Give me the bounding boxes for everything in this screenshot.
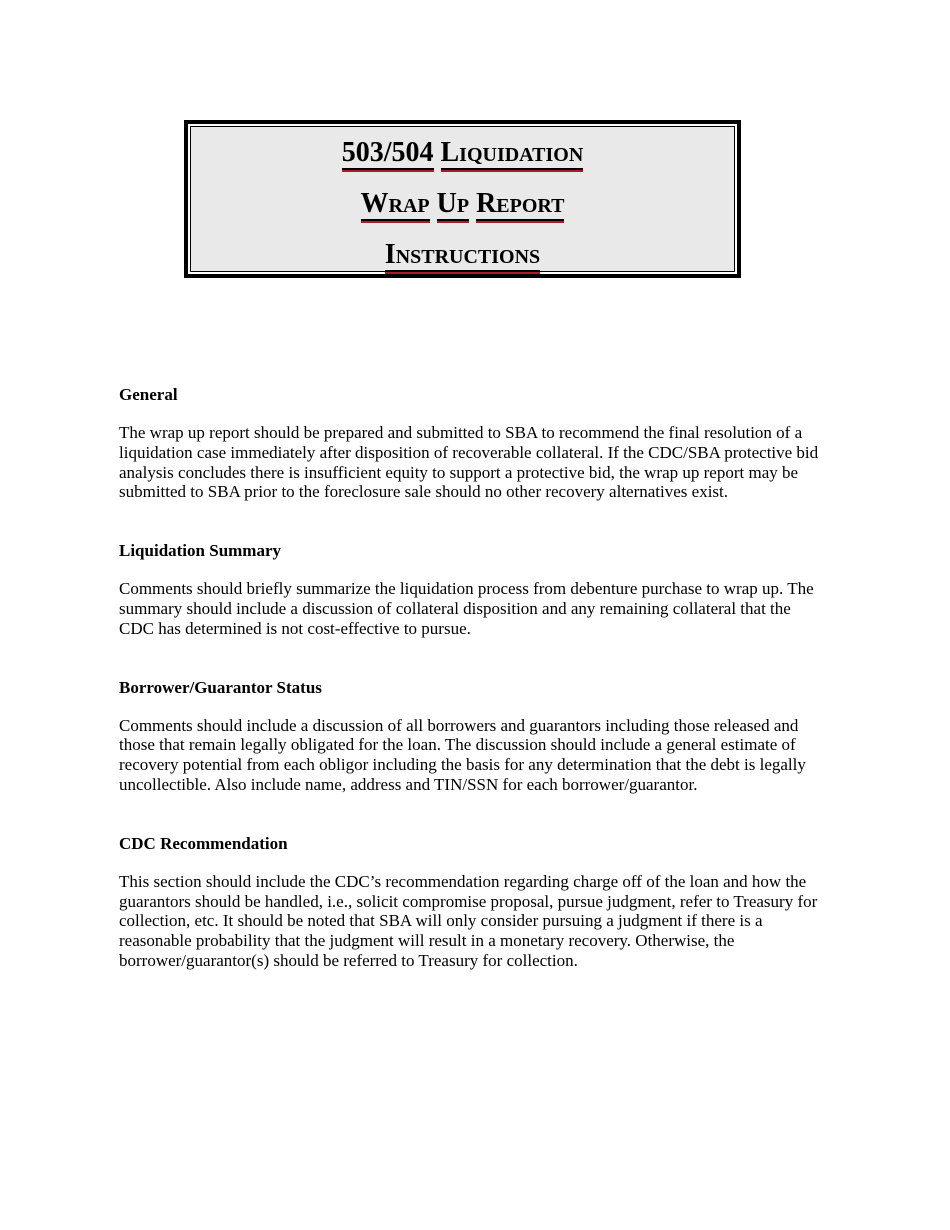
title-instructions: Instructions	[384, 239, 541, 270]
title-wrap: Wrap	[360, 188, 430, 219]
section-heading: Borrower/Guarantor Status	[119, 677, 322, 697]
section-body: The wrap up report should be prepared and submitted to SBA to recommend the final resolution of a liquidation case immediately after disposition of recoverable collateral. If the CDC/SBA protective bid analysis concludes there is insufficient equity to support a protective bid, the wrap up report may be submitted to SBA prior to the foreclosure sale should no other recovery alternatives exist.	[119, 423, 819, 502]
section-general	[119, 384, 819, 502]
section-cdc-recommendation	[119, 833, 819, 971]
section-liquidation-summary	[119, 540, 819, 638]
section-body: This section should include the CDC’s recommendation regarding charge off of the loan and how the guarantors should be handled, i.e., solicit compromise proposal, pursue judgment, refer to Treasury for collection, etc. It should be noted that SBA will only consider pursuing a judgment if there is a reasonable probability that the judgment will result in a monetary recovery. Otherwise, the borrower/guarantor(s) should be referred to Treasury for collection.	[119, 871, 818, 970]
section-heading: Liquidation Summary	[119, 541, 282, 561]
title-box	[184, 120, 741, 278]
title-line-3	[191, 229, 734, 280]
title-number: 503/504	[341, 137, 434, 168]
section-body: Comments should briefly summarize the liquidation process from debenture purchase to wrap up. The summary should include a discussion of collateral disposition and any remaining collateral that the CDC has determined is not cost-effective to pursue.	[119, 579, 814, 638]
title-line-1	[191, 127, 734, 178]
section-heading: General	[119, 385, 178, 404]
title-liquidation: Liquidation	[440, 137, 584, 168]
document-body	[119, 384, 819, 1009]
title-report: Report	[476, 188, 565, 219]
title-inner	[190, 126, 735, 272]
section-body: Comments should include a discussion of all borrowers and guarantors including those released and those that remain legally obligated for the loan. The discussion should include a general estimate of recovery potential from each obligor including the basis for any determination that the debt is legally uncollectible. Also include name, address and TIN/SSN for each borrower/guarantor.	[119, 715, 806, 794]
title-up: Up	[436, 188, 470, 219]
title-line-2	[191, 178, 734, 229]
section-heading: CDC Recommendation	[119, 833, 288, 853]
section-borrower-guarantor-status	[119, 677, 819, 795]
